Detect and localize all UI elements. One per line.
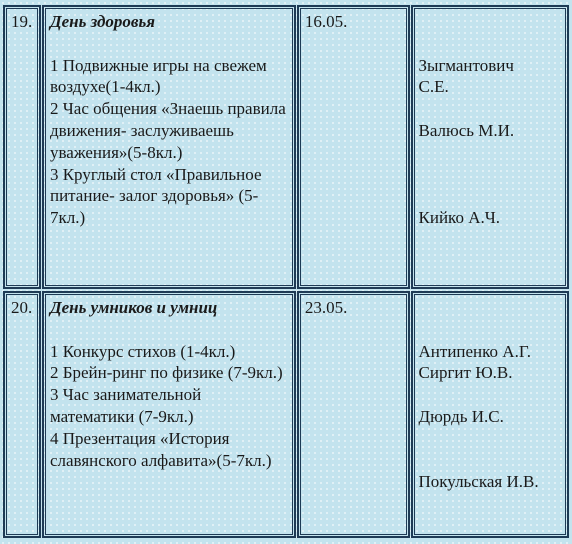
- responsible-person: Кийко А.Ч.: [418, 208, 501, 228]
- events-table: [1, 2, 571, 541]
- responsible-person: Покульская И.В.: [418, 472, 539, 492]
- event-date: 16.05.: [298, 6, 409, 288]
- responsible-person: Антипенко А.Г.: [418, 341, 531, 361]
- row-number: 20.: [4, 292, 40, 537]
- responsible-cell: [412, 6, 568, 288]
- activity-item: 2 Час общения «Знаешь правила движения- заслуживаешь уважения»(5-8кл.): [49, 99, 286, 162]
- responsible-person: Зыгмантович С.Е.: [418, 55, 514, 97]
- responsible-person: Дюрдь И.С.: [418, 406, 504, 426]
- row-number: 19.: [4, 6, 40, 288]
- activity-item: 2 Брейн-ринг по физике (7-9кл.): [49, 363, 283, 383]
- responsible-person: Валюсь М.И.: [418, 120, 515, 140]
- activity-item: 1 Конкурс стихов (1-4кл.): [49, 341, 236, 361]
- event-title: День умников и умниц: [49, 298, 218, 317]
- responsible-cell: [412, 292, 568, 537]
- activity-item: 3 Круглый стол «Правильное питание- залог здоровья» (5-7кл.): [49, 164, 262, 228]
- activity-cell: [43, 292, 295, 537]
- activity-item: 3 Час занимательной математики (7-9кл.): [49, 385, 202, 426]
- table-row: [4, 6, 568, 288]
- activity-cell: [43, 6, 295, 288]
- table-row: [4, 292, 568, 537]
- activity-item: 1 Подвижные игры на свежем воздухе(1-4кл.): [49, 55, 267, 97]
- responsible-person: Сиргит Ю.В.: [418, 363, 513, 383]
- activity-item: 4 Презентация «История славянского алфавита»(5-7кл.): [49, 428, 272, 470]
- event-date: 23.05.: [298, 292, 409, 537]
- event-title: День здоровья: [49, 12, 156, 31]
